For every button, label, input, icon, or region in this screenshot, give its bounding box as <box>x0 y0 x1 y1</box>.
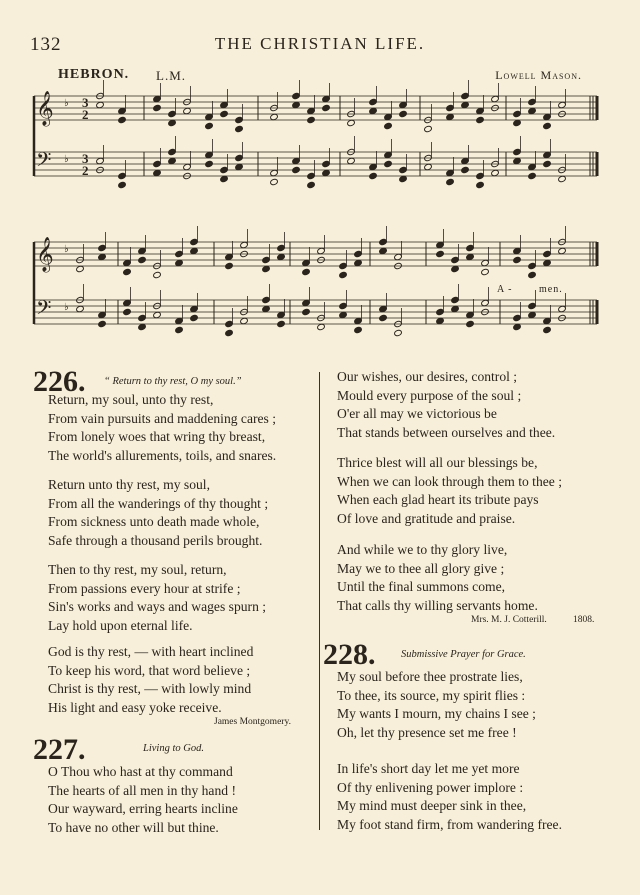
note-head <box>118 116 127 123</box>
note-head <box>466 320 475 327</box>
note-head <box>369 107 378 114</box>
note-head <box>225 329 234 336</box>
stanza-line: Christ is thy rest, — with lowly mind <box>48 681 252 697</box>
time-signature-top: 3 <box>82 151 89 166</box>
stanza-line: Oh, let thy presence set me free ! <box>337 724 517 740</box>
note-head <box>476 107 485 114</box>
note-head <box>347 119 356 126</box>
note-head <box>451 305 460 312</box>
hymn-228-stanza-2 <box>337 760 562 834</box>
note-head <box>205 113 214 120</box>
note-head <box>76 305 85 312</box>
note-head <box>98 311 107 318</box>
note-head <box>235 116 244 123</box>
note-head <box>220 101 229 108</box>
note-head <box>513 148 522 155</box>
stanza-line: To thee, its source, my spirit flies : <box>337 687 526 703</box>
note-head <box>461 92 470 99</box>
note-head <box>292 92 301 99</box>
note-head <box>262 296 271 303</box>
hymn-226-author: James Montgomery. <box>214 717 291 727</box>
note-head <box>235 154 244 161</box>
note-head <box>225 253 234 260</box>
note-head <box>347 157 356 164</box>
note-head <box>369 172 378 179</box>
note-head <box>558 101 567 108</box>
note-head <box>451 265 460 272</box>
note-head <box>384 151 393 158</box>
note-head <box>118 181 127 188</box>
note-head <box>175 326 184 333</box>
note-head <box>307 116 316 123</box>
note-head <box>322 95 331 102</box>
note-head <box>175 259 184 266</box>
hymn-number-227: 227. <box>33 733 86 766</box>
column-rule <box>319 372 320 830</box>
note-head <box>270 169 279 176</box>
note-head <box>220 166 229 173</box>
hymn-227-stanza-1 <box>48 763 238 837</box>
note-head <box>76 265 85 272</box>
note-head <box>98 253 107 260</box>
note-head <box>339 302 348 309</box>
note-head <box>481 299 490 306</box>
note-head <box>424 125 433 132</box>
stanza-line: From all the wanderings of thy thought ; <box>48 495 269 511</box>
note-head <box>98 244 107 251</box>
note-head <box>302 308 311 315</box>
amen-syllable-b: men. <box>539 284 563 295</box>
hymn-227-stanza-2 <box>337 368 555 442</box>
note-head <box>205 151 214 158</box>
note-head <box>399 166 408 173</box>
note-head <box>190 305 199 312</box>
note-head <box>302 259 311 266</box>
hymn-title-227: Living to God. <box>143 743 204 754</box>
hymn-227-stanza-4 <box>337 541 538 615</box>
note-head <box>543 326 552 333</box>
bass-clef: 𝄢 <box>36 296 52 324</box>
note-head <box>354 259 363 266</box>
note-head <box>446 113 455 120</box>
note-head <box>205 122 214 129</box>
note-head <box>262 305 271 312</box>
note-head <box>322 169 331 176</box>
note-head <box>322 104 331 111</box>
note-head <box>262 265 271 272</box>
note-head <box>118 172 127 179</box>
note-head <box>466 253 475 260</box>
stanza-line: Our wishes, our desires, control ; <box>337 369 518 384</box>
note-head <box>354 317 363 324</box>
note-head <box>270 178 279 185</box>
stanza-line: My foot stand firm, from wandering free. <box>337 816 562 832</box>
note-head <box>384 113 393 120</box>
note-head <box>543 122 552 129</box>
hymn-226-stanza-4 <box>48 643 253 717</box>
key-flat: ♭ <box>64 302 69 313</box>
note-head <box>175 317 184 324</box>
note-head <box>138 314 147 321</box>
note-head <box>528 107 537 114</box>
note-head <box>277 244 286 251</box>
note-head <box>307 181 316 188</box>
note-head <box>394 253 403 260</box>
stanza-line: Safe through a thousand perils brought. <box>48 532 263 548</box>
note-head <box>384 160 393 167</box>
note-head <box>528 271 537 278</box>
stanza-line: From sickness unto death made whole, <box>48 514 260 530</box>
hymn-228-stanza-1 <box>337 668 536 742</box>
treble-clef: 𝄞 <box>36 237 54 272</box>
stanza-line: O Thou who hast at thy command <box>48 764 233 779</box>
note-head <box>98 320 107 327</box>
hymn-226-stanza-2 <box>48 476 268 550</box>
note-head <box>543 113 552 120</box>
stanza-line: When each glad heart its tribute pays <box>337 492 539 508</box>
stanza-line: Then to thy rest, my soul, return, <box>48 562 227 577</box>
note-head <box>190 238 199 245</box>
stanza-line: My mind must deeper sink in thee, <box>337 798 527 814</box>
note-head <box>513 157 522 164</box>
note-head <box>292 157 301 164</box>
note-head <box>123 268 132 275</box>
note-head <box>235 163 244 170</box>
note-head <box>235 125 244 132</box>
stanza-line: May we to thee all glory give ; <box>337 560 505 576</box>
stanza-line: To have no other will but thine. <box>48 819 219 835</box>
stanza-line: Return, my soul, unto thy rest, <box>48 392 214 407</box>
note-head <box>138 247 147 254</box>
note-head <box>476 172 485 179</box>
note-head <box>558 175 567 182</box>
note-head <box>225 262 234 269</box>
stanza-line: My soul before thee prostrate lies, <box>337 669 523 684</box>
treble-clef: 𝄞 <box>36 91 54 126</box>
hymn-227-stanza-3 <box>337 454 562 528</box>
note-head <box>307 107 316 114</box>
stanza-line: Our wayward, erring hearts incline <box>48 801 238 817</box>
note-head <box>220 110 229 117</box>
time-signature-bottom: 2 <box>82 107 89 122</box>
note-head <box>528 311 537 318</box>
note-head <box>277 320 286 327</box>
note-head <box>322 160 331 167</box>
note-head <box>307 172 316 179</box>
stanza-line: Until the final summons come, <box>337 579 506 595</box>
note-head <box>168 110 177 117</box>
note-head <box>513 323 522 330</box>
note-head <box>240 317 249 324</box>
note-head <box>240 241 249 248</box>
note-head <box>451 256 460 263</box>
note-head <box>175 250 184 257</box>
note-head <box>379 314 388 321</box>
note-head <box>270 113 279 120</box>
stanza-line: From passions every hour at strife ; <box>48 580 241 596</box>
note-head <box>543 250 552 257</box>
note-head <box>317 247 326 254</box>
note-head <box>153 104 162 111</box>
note-head <box>491 95 500 102</box>
composer: Lowell Mason. <box>495 68 582 82</box>
note-head <box>123 259 132 266</box>
note-head <box>491 169 500 176</box>
note-head <box>369 163 378 170</box>
tune-meter: L.M. <box>156 68 186 83</box>
note-head <box>379 305 388 312</box>
hymn-226-stanza-3 <box>48 561 266 635</box>
note-head <box>513 256 522 263</box>
key-flat: ♭ <box>64 244 69 255</box>
hymn-number-228: 228. <box>323 638 376 671</box>
key-flat: ♭ <box>64 154 69 165</box>
note-head <box>476 181 485 188</box>
stanza-line: That stands between ourselves and thee. <box>337 424 556 440</box>
note-head <box>446 104 455 111</box>
stanza-line: From lonely woes that wring thy breast, <box>48 429 266 445</box>
note-head <box>354 250 363 257</box>
note-head <box>466 244 475 251</box>
note-head <box>543 259 552 266</box>
hymn-title-228: Submissive Prayer for Grace. <box>401 649 526 660</box>
note-head <box>168 157 177 164</box>
note-head <box>461 157 470 164</box>
note-head <box>513 314 522 321</box>
note-head <box>528 262 537 269</box>
note-head <box>513 110 522 117</box>
note-head <box>168 148 177 155</box>
hymn-226-stanza-1 <box>48 391 276 465</box>
note-head <box>528 172 537 179</box>
note-head <box>153 95 162 102</box>
note-head <box>123 299 132 306</box>
hymn-227-year: 1808. <box>573 615 595 625</box>
music-score <box>0 0 640 350</box>
note-head <box>543 160 552 167</box>
note-head <box>205 160 214 167</box>
stanza-line: His light and easy yoke receive. <box>48 699 222 715</box>
stanza-line: Return unto thy rest, my soul, <box>48 477 210 492</box>
note-head <box>220 175 229 182</box>
stanza-line: Of love and gratitude and praise. <box>337 510 516 526</box>
stanza-line: Mould every purpose of the soul ; <box>337 387 522 403</box>
note-head <box>183 107 192 114</box>
note-head <box>399 101 408 108</box>
note-head <box>399 175 408 182</box>
note-head <box>558 247 567 254</box>
stanza-line: And while we to thy glory live, <box>337 542 508 557</box>
note-head <box>481 259 490 266</box>
note-head <box>317 323 326 330</box>
running-head: THE CHRISTIAN LIFE. <box>214 34 426 53</box>
note-head <box>138 323 147 330</box>
note-head <box>302 299 311 306</box>
note-head <box>528 302 537 309</box>
note-head <box>225 320 234 327</box>
note-head <box>446 178 455 185</box>
time-signature-bottom: 2 <box>82 163 89 178</box>
stanza-line: When we can look through them to thee ; <box>337 473 562 489</box>
note-head <box>277 311 286 318</box>
note-head <box>339 311 348 318</box>
note-head <box>138 256 147 263</box>
bass-clef: 𝄢 <box>36 148 52 176</box>
note-head <box>190 314 199 321</box>
stanza-line: Of thy enlivening power implore : <box>337 779 524 795</box>
note-head <box>461 166 470 173</box>
note-head <box>379 247 388 254</box>
note-head <box>399 110 408 117</box>
stanza-line: The hearts of all men in thy hand ! <box>48 782 236 798</box>
note-head <box>543 151 552 158</box>
note-head <box>183 163 192 170</box>
note-head <box>123 308 132 315</box>
note-head <box>528 98 537 105</box>
hymn-227-author: Mrs. M. J. Cotterill. <box>471 615 547 625</box>
note-head <box>481 268 490 275</box>
hymn-title-226: “ Return to thy rest, O my soul.” <box>104 376 242 387</box>
note-head <box>558 305 567 312</box>
note-head <box>153 160 162 167</box>
stanza-line: O'er all may we victorious be <box>337 406 497 422</box>
note-head <box>466 311 475 318</box>
key-flat: ♭ <box>64 98 69 109</box>
note-head <box>153 271 162 278</box>
note-head <box>394 329 403 336</box>
note-head <box>292 166 301 173</box>
stanza-line: Sin's works and ways and wages spurn ; <box>48 599 267 615</box>
stanza-line: The world's allurements, toils, and snares. <box>48 447 277 463</box>
note-head <box>528 163 537 170</box>
stanza-line: God is thy rest, — with heart inclined <box>48 644 254 659</box>
note-head <box>302 268 311 275</box>
note-head <box>513 247 522 254</box>
note-head <box>262 256 271 263</box>
stanza-line: From vain pursuits and maddening cares ; <box>48 410 277 426</box>
note-head <box>153 311 162 318</box>
page-number: 132 <box>30 34 62 55</box>
stanza-line: My wants I mourn, my chains I see ; <box>337 706 536 722</box>
note-head <box>96 157 105 164</box>
note-head <box>277 253 286 260</box>
note-head <box>446 169 455 176</box>
stanza-line: In life's short day let me yet more <box>337 761 520 776</box>
note-head <box>436 317 445 324</box>
note-head <box>339 271 348 278</box>
stanza-line: That calls thy willing servants home. <box>337 597 538 613</box>
note-head <box>461 101 470 108</box>
note-head <box>476 116 485 123</box>
note-head <box>96 101 105 108</box>
note-head <box>153 169 162 176</box>
time-signature-top: 3 <box>82 95 89 110</box>
note-head <box>543 317 552 324</box>
note-head <box>436 308 445 315</box>
note-head <box>369 98 378 105</box>
stanza-line: Thrice blest will all our blessings be, <box>337 455 538 470</box>
note-head <box>436 241 445 248</box>
note-head <box>190 247 199 254</box>
note-head <box>513 119 522 126</box>
note-head <box>424 163 433 170</box>
note-head <box>354 326 363 333</box>
amen-syllable-a: A - <box>497 284 513 295</box>
note-head <box>436 250 445 257</box>
note-head <box>292 101 301 108</box>
note-head <box>339 262 348 269</box>
tune-name: HEBRON. <box>58 67 130 82</box>
stanza-line: Lay hold upon eternal life. <box>48 617 193 633</box>
note-head <box>379 238 388 245</box>
note-head <box>384 122 393 129</box>
note-head <box>168 119 177 126</box>
note-head <box>451 296 460 303</box>
stanza-line: To keep his word, that word believe ; <box>48 662 251 678</box>
note-head <box>118 107 127 114</box>
hymn-number-226: 226. <box>33 365 86 398</box>
